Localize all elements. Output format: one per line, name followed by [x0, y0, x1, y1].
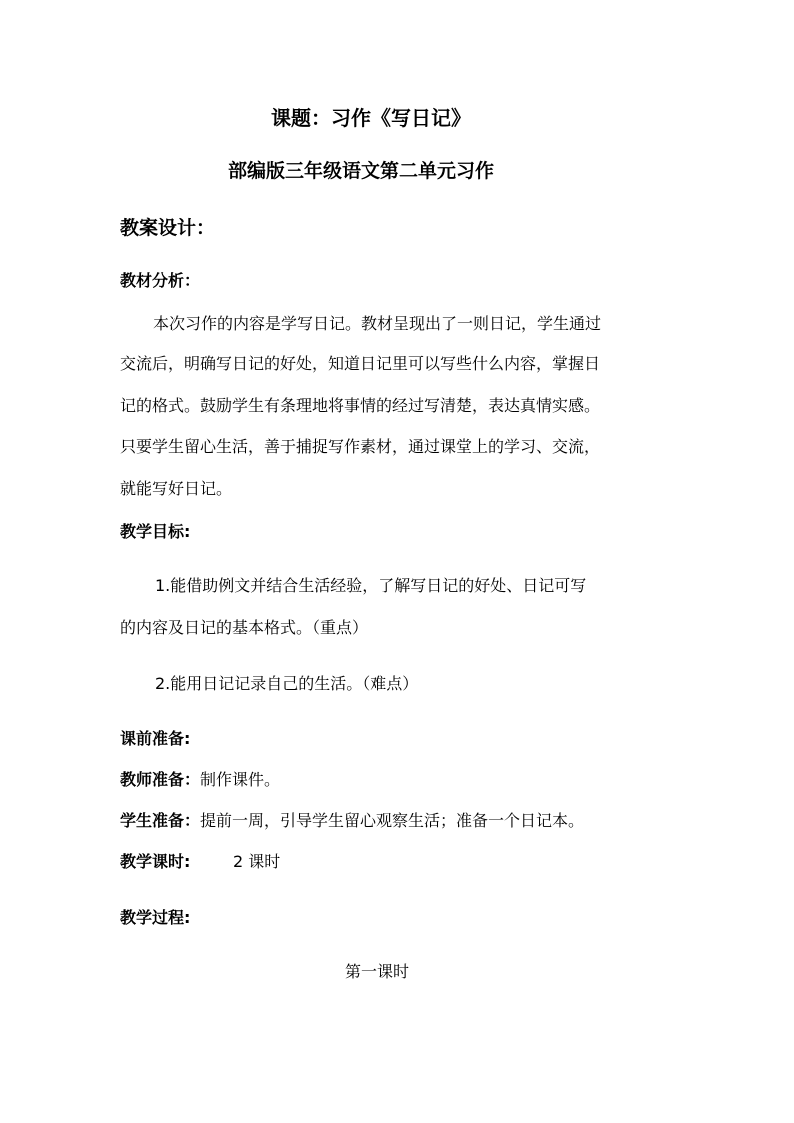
teacher-preparation [120, 772, 280, 788]
preparation-heading: 课前准备: [120, 729, 191, 748]
design-heading: 教案设计： [120, 217, 216, 239]
analysis-line-1: 本次习作的内容是学写日记。教材呈现出了一则日记，学生通过 [153, 314, 602, 333]
document-title: 课题：习作《写日记》 [271, 106, 471, 130]
teaching-hours-value: 2 课时 [233, 852, 281, 871]
goal-2: 2.能用日记记录自己的生活。（难点） [155, 674, 419, 693]
analysis-line-2: 交流后，明确写日记的好处，知道日记里可以写些什么内容，掌握日 [120, 354, 601, 373]
analysis-line-3: 记的格式。鼓励学生有条理地将事情的经过写清楚，表达真情实感。 [120, 396, 601, 415]
student-preparation-text: 提前一周，引导学生留心观察生活；准备一个日记本。 [200, 811, 585, 830]
goals-heading: 教学目标: [120, 522, 191, 541]
analysis-heading: 教材分析： [120, 271, 201, 290]
goal-1-line-2: 的内容及日记的基本格式。（重点） [120, 618, 369, 637]
first-lesson-heading: 第一课时 [345, 962, 410, 981]
analysis-line-4: 只要学生留心生活，善于捕捉写作素材，通过课堂上的学习、交流， [120, 437, 601, 456]
goal-1-line-1: 1.能借助例文并结合生活经验，了解写日记的好处、日记可写 [155, 576, 587, 595]
process-heading: 教学过程: [120, 908, 191, 927]
teacher-preparation-label: 教师准备： [120, 770, 201, 789]
document-subtitle: 部编版三年级语文第二单元习作 [228, 160, 495, 182]
teacher-preparation-text: 制作课件。 [200, 770, 281, 789]
student-preparation [120, 813, 584, 829]
teaching-hours-label: 教学课时: [120, 852, 191, 871]
analysis-line-5: 就能写好日记。 [120, 479, 233, 498]
student-preparation-label: 学生准备： [120, 811, 201, 830]
